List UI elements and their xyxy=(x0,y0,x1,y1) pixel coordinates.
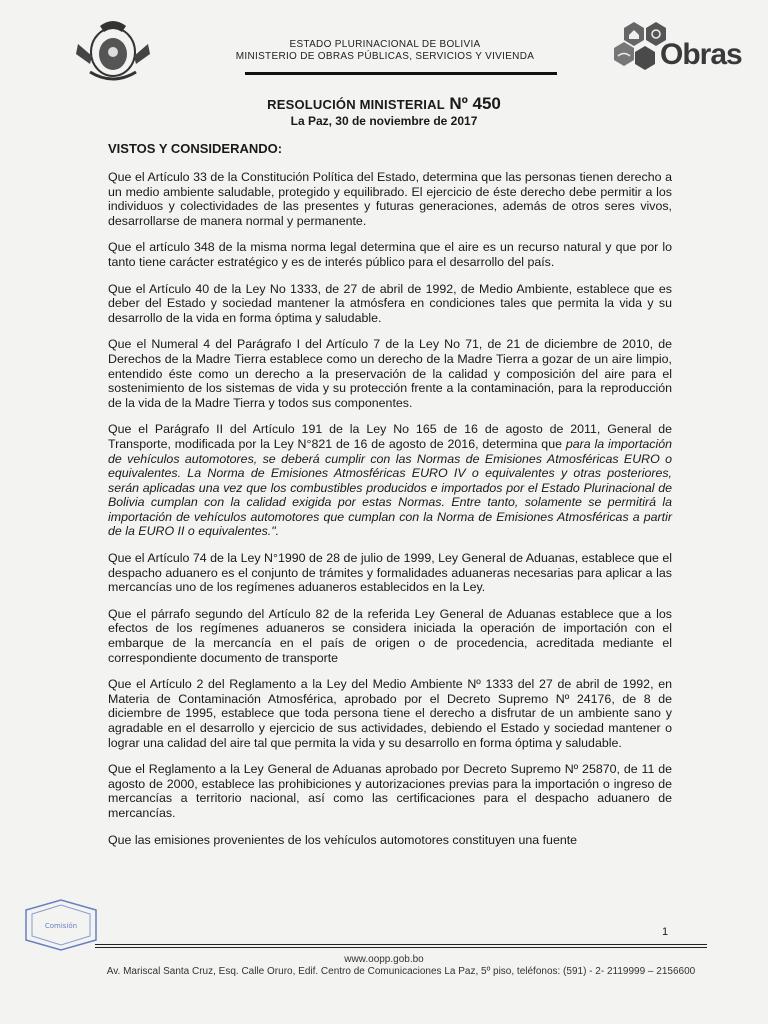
obras-logo-text: Obras xyxy=(660,38,742,71)
paragraph: Que el Artículo 33 de la Constitución Política del Estado, determina que las personas tienen derecho a un medio ambiente saludable, protegido y equilibrado. El ejercicio de éste derecho debe permitir a los individuos y colectividades de las presentes y futuras generaciones, además de otros seres vivos, desarrollarse de manera normal y permanente. xyxy=(108,170,672,228)
footer-divider xyxy=(95,944,707,945)
paragraph: Que el Numeral 4 del Parágrafo I del Artículo 7 de la Ley No 71, de 21 de diciembre de 2010, de Derechos de la Madre Tierra establece como un derecho de la Madre Tierra a gozar de un aire limpio, entendido éste como un derecho a la preservación de la calidad y composición del aire para el sostenimiento de los sistemas de vida y su protección frente a la contaminación, para la reproducción de la vida de la Madre Tierra y todos sus componentes. xyxy=(108,337,672,410)
paragraph-text: Que el Parágrafo II del Artículo 191 de la Ley No 165 de 16 de agosto de 2011, General de Transporte, modificada por la Ley N°821 de 16 de agosto de 2016, determina que xyxy=(108,422,672,451)
stamp-text: Comisión xyxy=(44,922,78,930)
resolution-number: Nº 450 xyxy=(449,94,501,113)
paragraph: Que el Artículo 40 de la Ley No 1333, de 27 de abril de 1992, de Medio Ambiente, establece que es deber del Estado y sociedad mantener la atmósfera en condiciones tales que permita la vida y su desarrollo de la vida en forma óptima y saludable. xyxy=(108,281,672,325)
footer-address: Av. Mariscal Santa Cruz, Esq. Calle Oruro, Edif. Centro de Comunicaciones La Paz, 5º piso, teléfonos: (591) - 2- 2119999 – 2156600 xyxy=(106,966,696,977)
page-number: 1 xyxy=(662,926,669,938)
quoted-law-text: para la importación de vehículos automotores, se deberá cumplir con las Normas de Emisiones Atmosféricas EURO o equivalentes. La Norma de Emisiones Atmosféricas EURO IV o equivalentes y otras posteriores, serán aplicadas una vez que los combustibles producidos e importados por el Estado Plurinacional de Bolivia cumplan con la calidad exigida por estas Normas. Entre tanto, solamente se permitirá la importación de vehículos automotores que cumplan con la Norma de Emisiones Atmosféricas a partir de la EURO II o equivalentes.". xyxy=(108,436,673,539)
header-institution xyxy=(210,39,560,63)
paragraph: Que el párrafo segundo del Artículo 82 de la referida Ley General de Aduanas establece que a los efectos de los regímenes aduaneros se considera iniciada la operación de importación con el embarque de la mercancía en el país de origen o de procedencia, acreditada mediante el correspondiente documento de transporte xyxy=(108,606,672,665)
footer-website: www.oopp.gob.bo xyxy=(344,954,424,965)
resolution-title xyxy=(0,94,768,114)
paragraph: Que el Artículo 74 de la Ley N°1990 de 28 de julio de 1999, Ley General de Aduanas, establece que el despacho aduanero es el conjunto de trámites y formalidades aduaneras necesarias para aplicar a las mercancías uno de los regímenes aduaneros establecidos en la Ley. xyxy=(108,551,672,595)
official-stamp-icon xyxy=(20,896,102,952)
header-line-1: ESTADO PLURINACIONAL DE BOLIVIA xyxy=(289,39,481,50)
coat-of-arms-icon xyxy=(70,14,156,86)
paragraph: Que el artículo 348 de la misma norma legal determina que el aire es un recurso natural y que por lo tanto tiene carácter estratégico y es de interés público para el desarrollo del país. xyxy=(108,240,672,269)
footer-divider xyxy=(95,947,707,948)
resolution-date: La Paz, 30 de noviembre de 2017 xyxy=(290,114,478,128)
paragraph-with-quote xyxy=(108,422,672,539)
paragraph: Que el Reglamento a la Ley General de Aduanas aprobado por Decreto Supremo Nº 25870, de 11 de agosto de 2000, establece las prohibiciones y autorizaciones previas para la importación o ingreso de mercancías a territorio nacional, así como las certificaciones para el despacho aduanero de mercancías. xyxy=(108,762,672,820)
header-divider xyxy=(245,72,557,75)
header-line-2: MINISTERIO DE OBRAS PÚBLICAS, SERVICIOS Y VIVIENDA xyxy=(235,51,535,62)
section-heading: VISTOS Y CONSIDERANDO: xyxy=(108,141,283,156)
paragraph: Que el Artículo 2 del Reglamento a la Ley del Medio Ambiente Nº 1333 del 27 de abril de 1992, en Materia de Contaminación Atmosférica, aprobado por el Decreto Supremo Nº 24176, de 8 de diciembre de 1995, establece que toda persona tiene el derecho a disfrutar de un ambiente sano y agradable en el desarrollo y ejercicio de sus actividades, debiendo el Estado y sociedad mantener o lograr una calidad del aire tal que permita la vida y su desarrollo en forma óptima y saludable. xyxy=(108,677,672,750)
paragraph: Que las emisiones provenientes de los vehículos automotores constituyen una fuente xyxy=(108,832,578,847)
document-body xyxy=(108,170,672,859)
resolution-label: RESOLUCIÓN MINISTERIAL xyxy=(267,97,445,112)
